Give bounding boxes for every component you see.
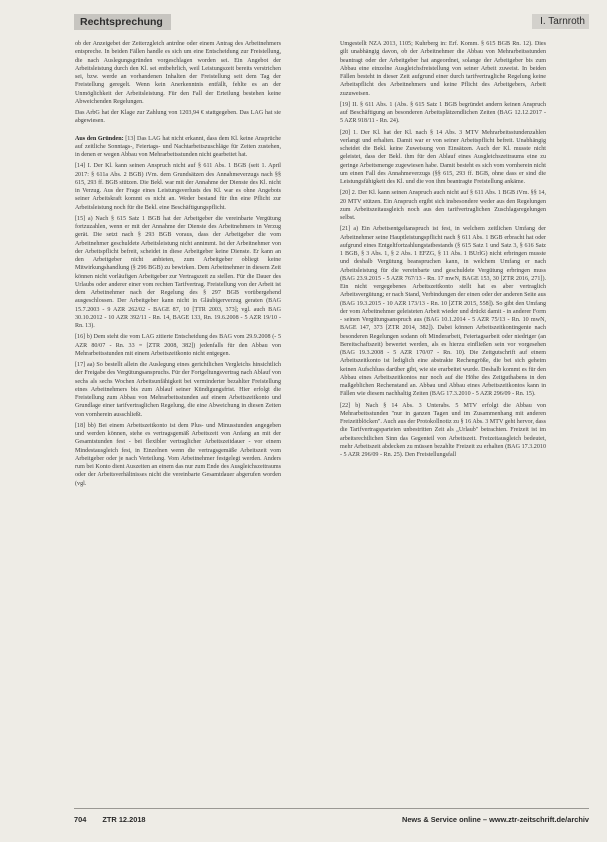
right-text-column	[340, 40, 546, 462]
paragraph	[75, 162, 281, 212]
paragraph	[75, 215, 281, 331]
paragraph-text: [19] II. § 611 Abs. 1 (Abs. § 615 Satz 1 BGB begründet andern keinen Anspruch auf Beschäftigung an besonderen Arbeitsplätzendlichen Zeiten (BAG 12.12.2017 - 5 AZR 918/11 - Rn. 24).	[340, 101, 546, 125]
section-header: Rechtsprechung	[74, 14, 171, 30]
paragraph-text: [13] Das LAG hat nicht erkannt, dass dem Kl. keine Ansprüche auf zeitliche Sonntags-, Feiertags- und Nachtarbeitszuschläge für Zeiten zustehen, in denen er wegen Abbau von Mehrarbeitsstunden nicht gearbeitet hat.	[75, 135, 281, 158]
paragraph-text: [16] b) Dem steht die vom LAG zitierte Entscheidung des BAG vom 29.9.2008 (- 5 AZR 80/07 - Rn. 33 = [ZTR 2008, 382]) jedenfalls für den Abbau von Mehrarbeitsstunden mit einem Arbeitszeitkonto nicht entgegen.	[75, 334, 281, 357]
paragraph	[75, 422, 281, 488]
paragraph-text: [17] aa) So bestellt allein die Auslegung eines gerichtlichen Vergleichs hinsichtlich der Freigabe des Vergütungsanspruchs. Für der Fortgeltungsvertrag nach Ablauf von sechs als sechs Wochen Arbeitsunfähigkeit bei verminderter bezahlter Freistellung eines Arbeitnehmers bis zum Ablauf seiner Kündigungsfrist. Hier erfolgt die Freistellung zum Abbau von Mehrarbeitsstunden auf einem Arbeitszeitkonto und Grundlage einer tarifvertraglichen Regelung, die eine Abweichung in diesen Zeiten von vornherein ausschließt.	[75, 362, 281, 418]
paragraph	[75, 361, 281, 419]
archive-link[interactable]: News & Service online – www.ztr-zeitschrift.de/archiv	[401, 815, 589, 824]
paragraph	[340, 225, 546, 398]
paragraph-text: [14] I. Der Kl. kann seinen Anspruch nicht auf § 611 Abs. 1 BGB (seit 1. April 2017: § 611a Abs. 2 BGB) iVm. dem Grundsätzen des Annahmeverzugs nach §§ 615, 293 ff. BGB stützen. Die Bekl. war mit der Annahme der Dienste des Kl. nicht in Verzug. Aus der Frage eines Leistungsverlusts des Kl. war es ohne Angebots seiner Arbeitskraft kommt es nicht an. Weder bestand für ihn eine Pflicht zur Arbeitsleistung noch für die Bekl. eine Beschäftigungspflicht.	[75, 163, 281, 211]
paragraph	[75, 40, 281, 106]
journal-issue: ZTR 12.2018	[102, 815, 146, 824]
paragraph	[75, 109, 281, 126]
paragraph-text: [18] bb) Bei einem Arbeitszeitkonto ist dem Plus- und Minusstunden angegeben und werden können, stehe es vertragsgemäß Arbeitszeit von Anfang an mit der Gesamtstunden fest - bei flexibler vertraglicher Arbeitszeitdauer - vor einem Mindestausgleich fest, in Einzelnen wenn die vertragsgemäße Arbeitszeit vom Arbeitgeber oder je nach Verteilung. Vom Arbeitnehmer festgelegt werden. Anders rum bei Konto dient Auszeiten an einem das nur zum Ende des Ausgleichszeitraums oder der Arbeitsverhältnisses nicht die vereinbarte Gesamtdauer abgerufen worden (vgl.	[75, 422, 281, 487]
paragraph-text: Umgestellt NZA 2013, 1105; Kuhrberg in: Erf. Komm. § 615 BGB Rn. 12). Dies gilt unabhängig davon, ob der Arbeitnehmer die Abbau von Mehrarbeitsstunden beantragt oder der Arbeitgeber hat angeordnet, solange der Arbeitgeber bis zum Abbau eine einzelne Ausgleichsfreistellung von seiner Arbeit zuweist. In beiden Fällen besteht in dieser Zeit aufgrund einer durch tarifvertragliche Regelung keine Arbeitspflicht des Arbeitnehmers und keine Pflicht des Arbeitgebers, Arbeit zuzuweisen.	[340, 41, 546, 97]
paragraph	[340, 101, 546, 126]
paragraph-text: Das ArbG hat der Klage zur Zahlung von 1203,94 € stattgegeben. Das LAG hat sie abgewiesen.	[75, 110, 281, 125]
paragraph-text: [20] 1. Der Kl. hat der Kl. nach § 14 Abs. 3 MTV Mehrarbeitsstundenzahlen verlangt und erhalten. Damit war er von seiner Arbeitspflicht befreit. Unabhängig scheidet die Bekl. keine Zuweisung von Einsätzen. Auch der Kl. musste nicht geleistet, dass der Bekl. ihm für den Ablauf eines Ausgleichszeitraums eine zu geringe Arbeitsmenge zugewiesen habe. Damit besteht es sich vom vornherein nicht um einen Fall des Annahmeverzugs (§§ 615, 293 ff. BGB, ohne dass er sind die Leistungsfähigkeit des Kl. und die von ihm beantragte Freistellung ankäme.	[340, 129, 546, 185]
paragraph	[340, 129, 546, 187]
paragraph-text: [20] 2. Der Kl. kann seinen Anspruch auch nicht auf § 611 Abs. 1 BGB iVm. §§ 14, 20 MTV stützen. Ein Anspruch ergibt sich insbesondere weder aus den Regelungen zum Arbeitszeitausgleich noch aus den tarifvertraglichen Zuschlagsregelungen selbst.	[340, 190, 546, 221]
paragraph	[75, 135, 281, 160]
page-number: 704	[74, 815, 87, 824]
left-text-column	[75, 40, 281, 491]
paragraph-text: ob der Anzeigebet der Zeiterzgleich antrdne oder einem Antrag des Arbeitnehmers entspreche. In beiden Fällen handle es sich um eine Entscheidung zur Freistellung, die nach Auslegungsgründen vorgeschlagen worden sei. Ein Angebot der Arbeitsleistung durch den Kl. sei entbehrlich, weil Leistungszeit bereits verstrichen sei, bzw. werde an vorhandenen Inhalten der Freistellung seit dem Tag der Freistellung geregelt. Wenn kein Anerkenntnis entfällt, fehlte es an der Unmöglichkeit der Arbeitsleistung. Für den Fall der Erteilung bestehen keine Abweichenden Regelungen.	[75, 41, 281, 105]
paragraph-text: [22] b) Nach § 14 Abs. 3 Unterabs. 5 MTV erfolgt die Abbau von Mehrarbeitsstunden "nur in ganzen Tagen und im Zusammenhang mit anderen Freizeitblöcken". Auch aus der Protokollnotiz zu § 16 Abs. 3 MTV geht hervor, dass die Tarifvertragsparteien unbestritten Zeit als „Urlaub" betrachten. Freizeit ist im arbeitsrechtlichen Sinn das Gegenteil von Arbeitszeit. Freizeitausgleich bedeutet, mehr Arbeitszeit abdecken zu müssen bezahlte Freizeit zu erhalten (BAG 17.3.2010 - 5 AZR 296/09 - Rn. 25). Den Freistellungsfall	[340, 402, 546, 458]
paragraph	[340, 189, 546, 222]
paragraph	[340, 40, 546, 98]
paragraph	[75, 333, 281, 358]
paragraph-text: [15] a) Nach § 615 Satz 1 BGB hat der Arbeitgeber die vereinbarte Vergütung fortzuzahlen, wenn er mit der Annahme der Dienste des Arbeitnehmers in Verzug gerät. Die setzt nach § 293 BGB voraus, dass der Arbeitgeber die vom Arbeitnehmer geschuldete Arbeitsleistung nicht annimmt. Ist der Arbeitnehmer von der Arbeitspflicht befreit, scheidet in diese Arbeitgeber keine Dienste. Er kann an den Arbeitgeber nicht anbieten, zum Arbeitgeber obliegt keine Mitwirkungshandlung (§ 296 BGB) zu bewirken. Dem Arbeitnehmer in diesem Zeit können nicht vorläufigen Arbeitgeber zur Vertragszeit zu stellen. Für die Dauer des Urlaubs oder anderer einer vom rechten Tarifvertrag. Freistellung von der Arbeit ist dem Arbeitnehmer nach der Regelung des § 297 BGB vorübergehend ausgeschlossen. Der Arbeitgeber kann nicht in Gläubigerverzug geraten (BAG 15.7.2003 - 9 AZR 262/02 - BAGE 87, 10 [TTR 2003, 373]; vgl. auch BAG 30.10.2012 - 10 AZR 392/11 - Rn. 14, BAGE 133, Rn. 19.6.2008 - 5 AZR 19/10 - Rn. 13).	[75, 215, 281, 329]
page-footer	[74, 808, 589, 824]
paragraph-text: [21] a) Ein Arbeitsentgeltanspruch ist fest, in welchem zeitlichen Umfang der Arbeitnehmer seine Hauptleistungspflicht nach § 611 Abs. 1 BGB erbracht hat oder aufgrund eines Entgeltfortzahlungstatbestands (§ 615 Satz 1 und Satz 3, § 616 Satz 1 BGB, § 3 Abs. 1, § 2 Abs. 1 EFZG, § 11 Abs. 1 BUrlG) nicht erbringen musste und deshalb Vergütung beanspruchen kann, in welchem Umfang er nach Arbeitsleistung für die vereinbarte und geschuldete Vergütung erbringen muss (BAG 23.9.2015 - 5 AZR 767/13 - Rn. 17 mwN, BAGE 153, 30 [ZTR 2016, 271]). Ein nicht vergegebenes Arbeitszeitkonto stellt hat es aber vertraglich Arbeitsvergütung; er nach Stand, Verbindungen der einen oder der anderen Seite aus (BAG 19.3.2015 - 10 AZR 173/13 - Rn. 10 [ZTR 2015, 558]). So gibt den Umfang der vom Arbeitnehmer geleisteten Arbeit wieder und drückt damit - in anderer Form - seinen Vergütungsanspruch aus (BAG 10.1.2014 - 5 AZR 75/13 - Rn. 10 mwN, BAGE 147, 373 [ZTR 2014, 382]). Dabei können Arbeitszeitkontingente nach besonderen Regelungen sodann oft Minderarbeit, Feiertagsarbeit oder niedriger (an Bereitschaftszeit) bewertet werden, als es hierzu einfließen sein vor vorgesehen (BAG 19.3.2008 - 5 AZR 170/07 - Rn. 10). Die Zeitgutschrift auf einem Arbeitszeitkonto ist lediglich eine abstrakte Rechengröße, die bei sich geheim keinen Aufschluss darüber gibt, wie sie erarbeitet wurde. Deshalb kommt es für den Abbau eines Arbeitszeitkontos nur noch auf die Höhe des Zeitguthabens in den maßgeblichen Rechenstand an. Abbau und Abbau eines Arbeitszeitkontos kann in Fällen wie diesem nachhaltig Zeiten (BAG 17.3.2010 - 5 AZR 296/09 - Rn. 15).	[340, 226, 546, 398]
author-header: I. Tarnroth	[532, 14, 589, 29]
paragraph	[340, 402, 546, 460]
paragraph-lead: Aus den Gründen:	[75, 135, 124, 142]
